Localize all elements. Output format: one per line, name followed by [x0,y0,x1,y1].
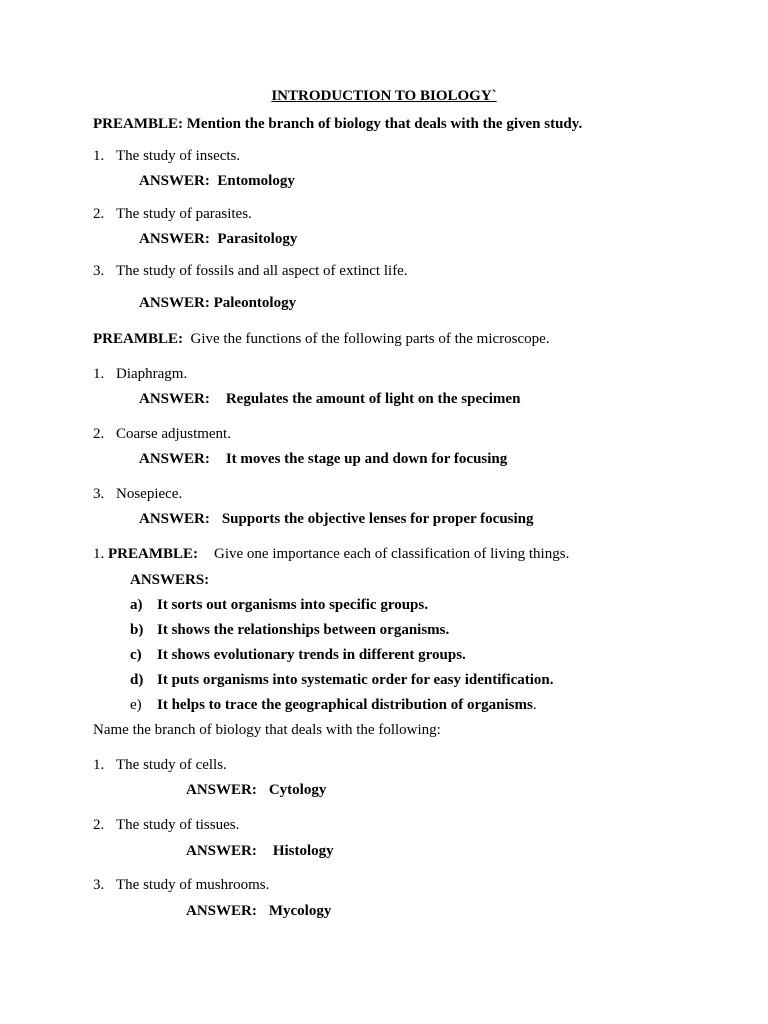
list-letter: d) [130,672,144,688]
list-text: It shows the relationships between organisms. [157,622,450,638]
answer-line [139,230,297,248]
question-number: 2. [93,426,105,442]
answer-text: Supports the objective lenses for proper focusing [221,511,534,527]
question-number: 3. [93,263,105,279]
preamble-text: Give one importance each of classification of living things. [214,546,570,562]
answer-line [139,390,520,408]
question-text: The study of cells. [116,757,227,773]
page-title: INTRODUCTION TO BIOLOGY` [271,88,497,104]
question-item [93,485,182,503]
preamble-number: 1. [93,546,105,562]
answer-text: Entomology [217,173,295,189]
answer-text: It moves the stage up and down for focusing [225,451,508,467]
question-item [93,816,239,834]
list-text: It sorts out organisms into specific groups. [157,597,428,613]
preamble-text: Give the functions of the following parts of the microscope. [190,331,550,347]
list-letter: b) [130,622,144,638]
list-item [130,621,449,639]
list-item [130,671,554,689]
answer-line [139,172,295,190]
question-text: Nosepiece. [116,486,183,502]
list-text: It puts organisms into systematic order for easy identification. [157,672,554,688]
question-item [93,205,252,223]
answer-text: Mycology [268,903,332,919]
question-item [93,425,231,443]
answer-label: ANSWER: [186,782,257,798]
question-text: The study of parasites. [116,206,252,222]
preamble-label: PREAMBLE: [93,331,183,347]
list-item [130,646,466,664]
answer-text: Histology [272,843,334,859]
answer-label: ANSWER: [139,231,210,247]
question-number: 3. [93,877,105,893]
answer-label: ANSWER: [139,451,210,467]
question-number: 2. [93,817,105,833]
list-item [130,696,537,714]
question-number: 1. [93,757,105,773]
list-letter: c) [130,647,142,663]
answer-label: ANSWER: [139,173,210,189]
answers-heading: ANSWERS: [130,572,210,588]
list-text: It helps to trace the geographical distribution of organisms [157,697,533,713]
answer-label: ANSWER: [139,391,210,407]
preamble-text: Mention the branch of biology that deals with the given study. [186,116,583,132]
answer-label: ANSWER: [139,295,210,311]
list-letter: e) [130,697,142,713]
list-trailing: . [532,697,537,713]
list-letter: a) [130,597,143,613]
answer-line [186,842,334,860]
question-text: Coarse adjustment. [116,426,231,442]
answer-line [186,902,331,920]
answer-label: ANSWER: [186,903,257,919]
question-number: 3. [93,486,105,502]
list-text: It shows evolutionary trends in different groups. [157,647,466,663]
answer-line [139,294,296,312]
answer-line [139,450,507,468]
question-item [93,262,408,280]
answer-text: Paleontology [213,295,297,311]
preamble-label: PREAMBLE: [93,116,183,132]
section3-preamble [93,545,569,563]
question-item [93,365,187,383]
preamble-label: PREAMBLE: [108,546,198,562]
question-text: The study of tissues. [116,817,240,833]
list-item [130,596,428,614]
answer-text: Cytology [268,782,327,798]
answer-label: ANSWER: [139,511,210,527]
section2-preamble [93,330,550,348]
section1-preamble [93,115,582,133]
question-text: The study of insects. [116,148,241,164]
answer-text: Regulates the amount of light on the specimen [225,391,521,407]
question-item [93,756,227,774]
question-number: 2. [93,206,105,222]
question-text: The study of mushrooms. [116,877,270,893]
answer-label: ANSWER: [186,843,257,859]
answer-line [139,510,534,528]
question-number: 1. [93,148,105,164]
question-text: The study of fossils and all aspect of extinct life. [116,263,408,279]
section4-intro: Name the branch of biology that deals with the following: [93,722,441,738]
answer-text: Parasitology [217,231,298,247]
question-item [93,876,269,894]
question-text: Diaphragm. [116,366,188,382]
question-number: 1. [93,366,105,382]
question-item [93,147,240,165]
answer-line [186,781,326,799]
